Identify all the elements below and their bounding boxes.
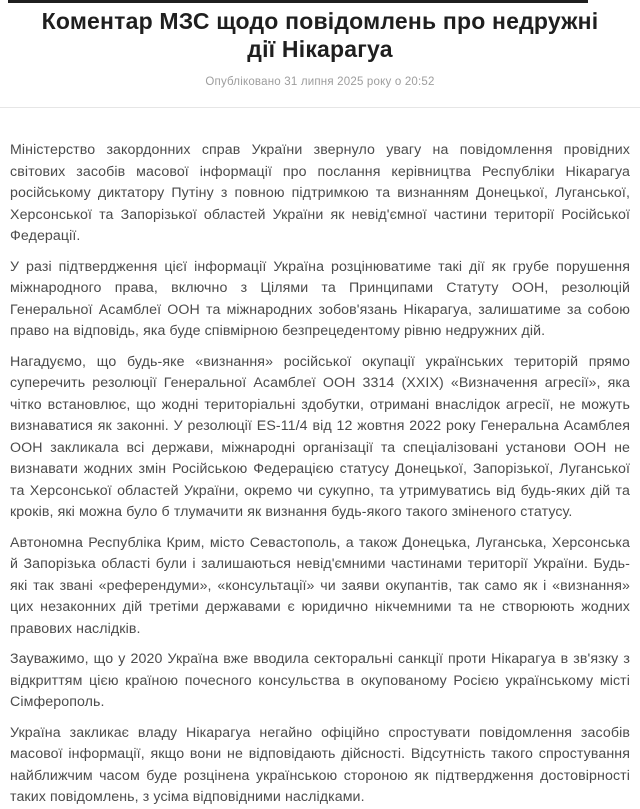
article-paragraph: У разі підтвердження цієї інформації Україна розцінюватиме такі дії як грубе порушення міжнародного права, включно з Цілями та Принципами Статуту ООН, резолюцій Генеральної Асамблеї ООН та міжнародних зобов'язань Нікарагуа, залишатиме за собою право на відповідь, яка буде співмірною безпрецедентому рівню недружних дій. [10,258,630,339]
page-title: Коментар МЗС щодо повідомлень про недружні дії Нікарагуа [41,8,599,62]
article-paragraph: Зауважимо, що у 2020 Україна вже вводила секторальні санкції проти Нікарагуа в зв'язку з відкриттям цією країною почесного консульства в окупованому Росією українському місті Сімферополь. [10,651,630,710]
article-paragraph: Нагадуємо, що будь-яке «визнання» російської окупації українських територій прямо суперечить резолюції Генеральної Асамблеї ООН 3314 (XXIX) «Визначення агресії», яка чітко встановлює, що жодні територіальні здобутки, отримані внаслідок агресії, не можуть визнаватися як законні. У резолюції ES-11/4 від 12 жовтня 2022 року Генеральна Асамблея ООН закликала всі держави, міжнародні організації та спеціалізовані установи ООН не визнавати жодних змін Російською Федерацією статусу Донецької, Запорізької, Луганської та Херсонської областей України, окремо чи сукупно, та утримуватись від будь-яких дій та кроків, які можна було б тлумачити як визнання будь-якого такого зміненого статусу. [10,353,630,520]
cropped-top-element-edge [8,0,588,3]
publish-date: Опубліковано 31 липня 2025 року о 20:52 [205,76,435,88]
article-paragraph: Міністерство закордонних справ України звернуло увагу на повідомлення провідних світових засобів масової інформації про послання керівництва Республіки Нікарагуа російському диктатору Путіну з повною підтримкою та визнанням Донецької, Луганської, Херсонської та Запорізької областей України як невід'ємної частини території Російської Федерації. [10,142,630,244]
article-paragraph: Автономна Республіка Крим, місто Севастополь, а також Донецька, Луганська, Херсонська й Запорізька області були і залишаються невід'ємними частинами території України. Будь-які так звані «референдуми», «консультації» чи заяви окупантів, так само як і «визнання» цих незаконних дій третіми державами є юридично нікчемними та не створюють жодних правових наслідків. [10,534,630,637]
article-body [0,108,640,809]
article-paragraph: Україна закликає владу Нікарагуа негайно офіційно спростувати повідомлення засобів масової інформації, якщо вони не відповідають дійсності. Відсутність такого спростування найближчим часом буде розцінена українською стороною як підтвердження достовірності таких повідомлень, з усіма відповідними наслідками. [10,724,630,805]
article-header [0,0,640,88]
